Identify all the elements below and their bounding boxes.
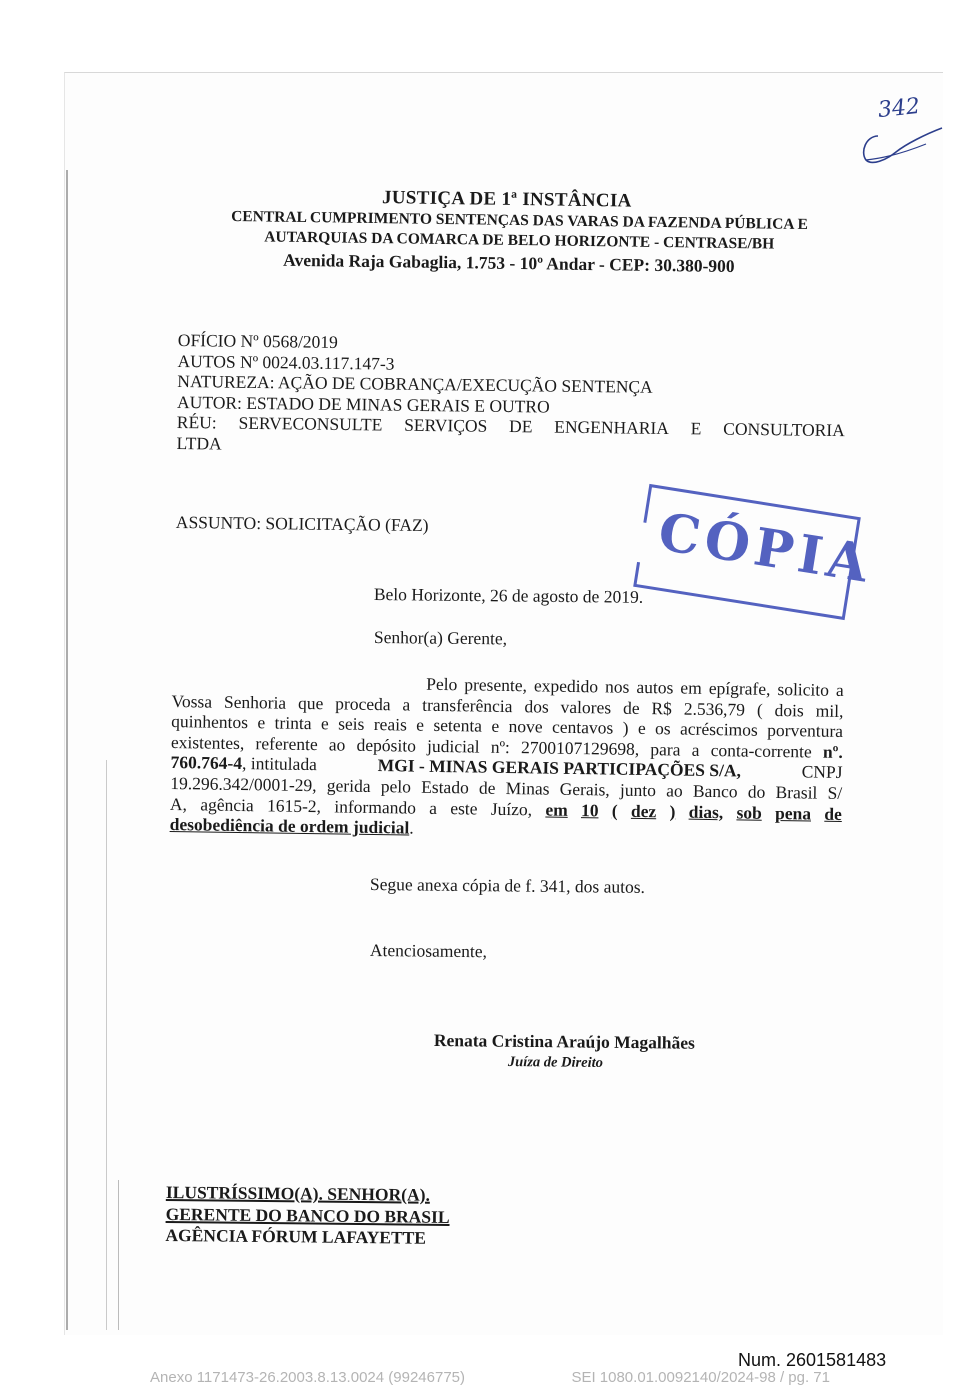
body-word: expedido <box>533 675 599 697</box>
body-word: solicito <box>777 678 830 700</box>
body-word: 19.296.342/0001-29, <box>170 772 317 796</box>
body-word: os <box>654 718 671 739</box>
body-word: valores <box>560 696 612 718</box>
body-word: pelo <box>380 776 412 797</box>
body-word: informando <box>334 795 417 818</box>
body-word: 1615-2, <box>266 794 322 816</box>
body-word: Banco <box>692 780 738 802</box>
body-word: Estado <box>421 776 469 798</box>
body-word: conta-corrente <box>710 739 812 762</box>
footer-reference <box>150 1369 830 1386</box>
body-word: e <box>320 713 329 734</box>
body-word: agência <box>200 793 254 815</box>
body-word: depósito <box>356 734 417 756</box>
body-text: CNPJ <box>801 761 843 783</box>
autos-number: AUTOS Nº 0024.03.117.147-3 <box>177 350 395 374</box>
body-word: A, <box>169 793 188 814</box>
body-word: do <box>747 781 766 802</box>
document-number: Num. 2601581483 <box>738 1350 887 1370</box>
deadline-word: dias, <box>688 801 724 822</box>
reu-word: ENGENHARIA <box>554 416 670 439</box>
scan-margin-line <box>106 760 107 1330</box>
account-holder: MGI - MINAS GERAIS PARTICIPAÇÕES S/A, <box>377 755 742 781</box>
body-word: dos <box>524 695 549 717</box>
body-word-bold: nº. <box>822 741 843 762</box>
body-word: ) <box>622 717 629 738</box>
body-word: 2.536,79 <box>683 698 746 720</box>
body-word: dois <box>774 699 804 720</box>
body-word: e <box>637 718 646 739</box>
body-word: Vossa <box>171 690 213 712</box>
deadline-word: 10 <box>580 799 599 820</box>
body-word: Pelo <box>426 673 458 695</box>
body-word: e <box>491 715 500 737</box>
deadline-word: sob <box>736 801 762 823</box>
reu-cont: LTDA <box>176 432 222 454</box>
assunto: ASSUNTO: SOLICITAÇÃO (FAZ) <box>175 512 429 536</box>
body-word: que <box>297 692 324 713</box>
body-word: nove <box>508 716 543 737</box>
deadline-word: pena <box>774 802 812 824</box>
body-word: de <box>478 777 496 798</box>
body-word: judicial <box>426 735 480 757</box>
body-word: a <box>691 739 700 760</box>
body-text: , intitulada <box>241 753 318 775</box>
reu-word: RÉU: <box>176 411 217 433</box>
scan-margin-line <box>66 170 68 1330</box>
handwritten-initial-icon <box>856 122 946 172</box>
body-word: em <box>680 677 702 698</box>
body-word: R$ <box>651 697 673 719</box>
body-word: ( <box>756 699 763 720</box>
body-word: a <box>429 797 438 818</box>
body-word: 2700107129698, <box>520 736 640 759</box>
body-word: de <box>622 697 640 718</box>
body-word: a <box>835 679 844 700</box>
body-word: e <box>416 714 425 735</box>
body-word: seis <box>338 713 365 735</box>
annex-note: Segue anexa cópia de f. 341, dos autos. <box>369 874 646 897</box>
body-word: Juízo, <box>490 798 533 819</box>
body-text: . <box>409 817 414 838</box>
court-division: CENTRAL CUMPRIMENTO SENTENÇAS DAS VARAS DA FAZENDA PÚBLICA E <box>231 207 808 234</box>
addressee-branch: AGÊNCIA FÓRUM LAFAYETTE <box>165 1224 427 1248</box>
deadline-word: de <box>824 803 843 824</box>
body-word: trinta <box>274 712 312 734</box>
handwritten-page-number: 342 <box>876 93 922 124</box>
document-header <box>159 184 880 280</box>
body-word: referente <box>255 733 318 754</box>
body-word: nos <box>604 676 630 697</box>
reu-word: SERVIÇOS <box>404 414 488 436</box>
reu-word: DE <box>509 416 533 437</box>
addressee-title: ILUSTRÍSSIMO(A). SENHOR(A). <box>165 1182 430 1205</box>
reu-word: E <box>690 418 702 439</box>
body-word: Brasil <box>775 781 818 803</box>
annex-reference: Anexo 1171473-26.2003.8.13.0024 (99246775) <box>150 1369 465 1386</box>
court-name: JUSTIÇA DE 1ª INSTÂNCIA <box>381 187 632 212</box>
deadline-word: dez <box>630 800 657 821</box>
body-word: mil, <box>815 700 844 721</box>
scan-margin-line <box>118 1180 119 1330</box>
body-word: a <box>402 694 411 715</box>
body-word: reais <box>373 714 408 735</box>
body-word: Gerais, <box>559 778 610 800</box>
deadline-word: ) <box>669 800 676 822</box>
letter-body <box>170 670 844 845</box>
body-word: acréscimos <box>679 718 758 740</box>
body-word: porventura <box>767 720 844 742</box>
body-word: presente, <box>464 674 528 696</box>
letter-date: Belo Horizonte, 26 de agosto de 2019. <box>373 584 644 607</box>
natureza: NATUREZA: AÇÃO DE COBRANÇA/EXECUÇÃO SENTENÇA <box>177 370 653 397</box>
body-word: existentes, <box>170 731 245 753</box>
body-word: S/ <box>827 782 843 803</box>
account-number: 760.764-4 <box>170 752 243 774</box>
court-address: Avenida Raja Gabaglia, 1.753 - 10º Andar - CEP: 30.380-900 <box>283 249 735 277</box>
autor: AUTOR: ESTADO DE MINAS GERAIS E OUTRO <box>177 391 550 417</box>
body-word: Senhoria <box>223 691 287 713</box>
reu-word: CONSULTORIA <box>723 418 845 441</box>
body-word: quinhentos <box>171 711 249 733</box>
body-word: centavos <box>551 716 614 738</box>
closing: Atenciosamente, <box>369 940 488 962</box>
deadline-word: em <box>545 799 568 820</box>
signer-name: Renata Cristina Araújo Magalhães <box>433 1030 696 1053</box>
body-word: para <box>650 738 681 760</box>
body-word: nº: <box>490 736 510 757</box>
body-word: gerida <box>326 775 371 796</box>
reu-word: SERVECONSULTE <box>238 412 383 435</box>
addressee-position: GERENTE DO BANCO DO BRASIL <box>165 1203 450 1227</box>
addressee-block <box>165 1182 450 1249</box>
deadline-word: ( <box>611 800 618 821</box>
copy-stamp-text: CÓPIA <box>654 501 877 596</box>
body-word: junto <box>619 779 657 801</box>
penalty-text: desobediência de ordem judicial <box>169 814 410 838</box>
body-word: este <box>450 797 478 819</box>
body-word: setenta <box>433 715 483 736</box>
body-word: proceda <box>335 693 391 714</box>
body-word: e <box>257 712 266 733</box>
body-word: Minas <box>505 777 550 799</box>
court-division-cont: AUTARQUIAS DA COMARCA DE BELO HORIZONTE - CENTRASE/BH <box>264 228 775 253</box>
sei-reference: SEI 1080.01.0092140/2024-98 / pg. 71 <box>571 1369 830 1386</box>
oficio-number: OFÍCIO Nº 0568/2019 <box>177 330 339 352</box>
body-word: epígrafe, <box>708 677 771 699</box>
case-metadata <box>176 330 847 461</box>
signer-role: Juíza de Direito <box>507 1054 604 1071</box>
body-word: autos <box>636 676 674 698</box>
body-word: ao <box>328 734 346 755</box>
body-word: transferência <box>422 694 513 716</box>
body-word: ao <box>666 780 683 801</box>
salutation: Senhor(a) Gerente, <box>373 627 508 649</box>
